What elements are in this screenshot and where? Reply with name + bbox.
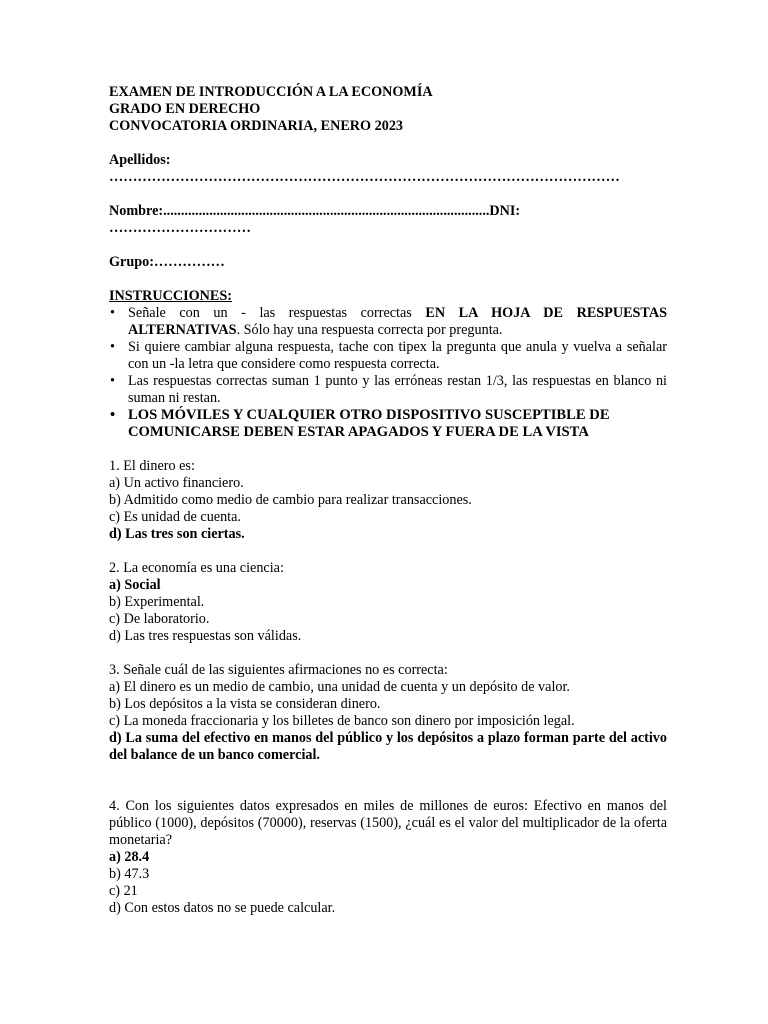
answer-option-correct: d) Las tres son ciertas.: [109, 526, 245, 542]
answer-option-correct: a) Social: [109, 577, 161, 593]
question-stem: 4. Con los siguientes datos expresados en miles de millones de euros: Efectivo en manos del público (1000), depósitos (70000), reservas (1500), ¿cuál es el valor del multiplicador de la oferta monetaria?: [109, 798, 667, 848]
instruction-item: [109, 305, 667, 339]
instruction-item: • Las respuestas correctas suman 1 punto y las erróneas restan 1/3, las respuestas en blanco ni suman ni restan.: [109, 373, 667, 407]
answer-option: c) De laboratorio.: [109, 611, 210, 627]
answer-option-correct: a) 28.4: [109, 849, 150, 865]
question-stem: 1. El dinero es:: [109, 458, 195, 474]
instruction-1-post: . Sólo hay una respuesta correcta por pregunta.: [236, 322, 503, 338]
instruction-item: • Si quiere cambiar alguna respuesta, tache con tipex la pregunta que anula y vuelva a señalar con un -la letra que considere como respuesta correcta.: [109, 339, 667, 373]
question-3: [109, 662, 667, 764]
instructions-list: [109, 305, 667, 441]
answer-option: c) La moneda fraccionaria y los billetes de banco son dinero por imposición legal.: [109, 713, 575, 729]
question-stem: 2. La economía es una ciencia:: [109, 560, 284, 576]
answer-option: d) Con estos datos no se puede calcular.: [109, 900, 336, 916]
exam-title: EXAMEN DE INTRODUCCIÓN A LA ECONOMÍA: [109, 84, 433, 100]
exam-header: [109, 84, 667, 135]
question-2: [109, 560, 667, 645]
nombre-dni-line: Nombre:............................................................................................DNI:: [109, 203, 521, 219]
answer-option: c) 21: [109, 883, 138, 899]
answer-option: b) Experimental.: [109, 594, 205, 610]
instructions-title: INSTRUCCIONES:: [109, 288, 232, 304]
exam-degree: GRADO EN DERECHO: [109, 101, 261, 117]
exam-session: CONVOCATORIA ORDINARIA, ENERO 2023: [109, 118, 404, 134]
answer-option: b) 47.3: [109, 866, 150, 882]
answer-option: c) Es unidad de cuenta.: [109, 509, 241, 525]
answer-option: b) Los depósitos a la vista se consideran dinero.: [109, 696, 381, 712]
question-4: [109, 798, 667, 917]
instruction-item-warning: • LOS MÓVILES Y CUALQUIER OTRO DISPOSITIVO SUSCEPTIBLE DE COMUNICARSE DEBEN ESTAR APAGADOS Y FUERA DE LA VISTA: [109, 407, 667, 441]
exam-content: [109, 84, 667, 917]
answer-option: a) Un activo financiero.: [109, 475, 244, 491]
question-stem: 3. Señale cuál de las siguientes afirmaciones no es correcta:: [109, 662, 448, 678]
apellidos-dots: ………………………………………………………………………………………………: [109, 169, 620, 185]
question-1: [109, 458, 667, 543]
grupo-field: Grupo:……………: [109, 254, 225, 270]
dni-dots: …………………………: [109, 220, 251, 236]
instruction-1-pre: Señale con un - las respuestas correctas: [128, 305, 426, 321]
answer-option: a) El dinero es un medio de cambio, una unidad de cuenta y un depósito de valor.: [109, 679, 570, 695]
apellidos-label: Apellidos:: [109, 152, 171, 168]
instruction-1-bold: EN LA HOJA DE RESPUESTAS ALTERNATIVAS: [128, 305, 667, 338]
answer-option-correct: d) La suma del efectivo en manos del público y los depósitos a plazo forman parte del activo del balance de un banco comercial.: [109, 730, 667, 763]
answer-option: b) Admitido como medio de cambio para realizar transacciones.: [109, 492, 472, 508]
answer-option: d) Las tres respuestas son válidas.: [109, 628, 302, 644]
